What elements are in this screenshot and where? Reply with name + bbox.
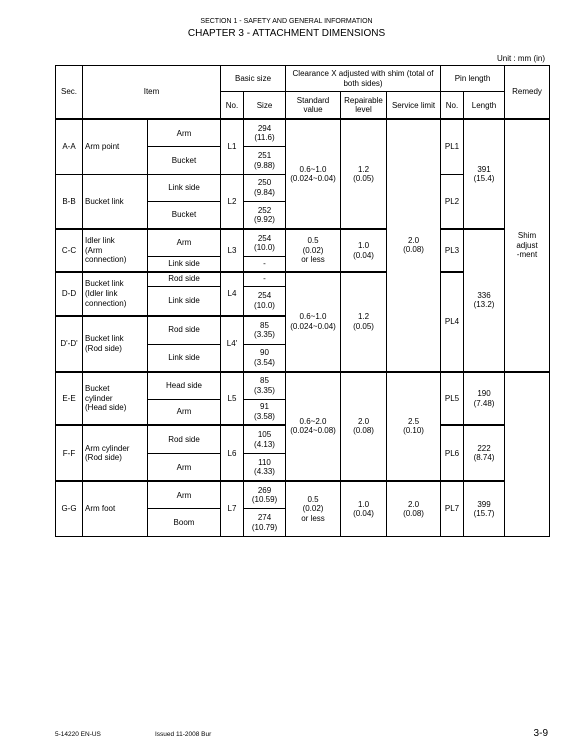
size-cell: 250 (9.84) <box>244 174 286 201</box>
sub-item-cell: Arm <box>148 399 221 425</box>
header-pin-no: No. <box>441 92 464 119</box>
table-row <box>56 372 550 399</box>
no-cell: L1 <box>221 119 244 174</box>
sec-cell: F-F <box>56 425 83 481</box>
sub-item-cell: Arm <box>148 481 221 508</box>
sub-item-cell: Rod side <box>148 272 221 286</box>
repairable-level-cell: 1.0 (0.04) <box>341 481 387 536</box>
header-no: No. <box>221 92 244 119</box>
size-cell: 254 (10.0) <box>244 229 286 256</box>
pin-no-cell: PL5 <box>441 372 464 426</box>
page-number: 3-9 <box>533 728 548 739</box>
size-cell: 269 (10.59) <box>244 481 286 508</box>
no-cell: L3 <box>221 229 244 272</box>
size-cell: 110 (4.33) <box>244 454 286 481</box>
size-cell: 85 (3.35) <box>244 372 286 399</box>
no-cell: L2 <box>221 174 244 229</box>
header-standard-value: Standard value <box>286 92 341 119</box>
sec-cell: D'-D' <box>56 316 83 372</box>
length-cell: 336 (13.2) <box>464 229 505 371</box>
sub-item-cell: Arm <box>148 229 221 256</box>
sub-item-cell: Arm <box>148 454 221 481</box>
size-cell: 254 (10.0) <box>244 286 286 316</box>
sub-item-cell: Head side <box>148 372 221 399</box>
no-cell: L4' <box>221 316 244 372</box>
standard-value-cell: 0.5 (0.02) or less <box>286 481 341 536</box>
remedy-cell: Shim adjust -ment <box>505 119 550 371</box>
sec-cell: A-A <box>56 119 83 174</box>
size-cell: 90 (3.54) <box>244 344 286 371</box>
repairable-level-cell: 1.2 (0.05) <box>341 119 387 229</box>
no-cell: L6 <box>221 425 244 481</box>
doc-id: 5-14220 EN-US <box>55 731 101 738</box>
item-cell: Arm point <box>83 119 148 174</box>
section-title: SECTION 1 - SAFETY AND GENERAL INFORMATION <box>200 18 373 25</box>
table-row <box>56 119 550 146</box>
item-cell: Arm cylinder (Rod side) <box>83 425 148 481</box>
size-cell: 274 (10.79) <box>244 509 286 537</box>
pin-no-cell: PL6 <box>441 425 464 481</box>
repairable-level-cell: 2.0 (0.08) <box>341 372 387 482</box>
header-clearance: Clearance X adjusted with shim (total of both sides) <box>286 66 441 92</box>
sub-item-cell: Boom <box>148 509 221 537</box>
item-cell: Bucket link <box>83 174 148 229</box>
header-pin-length: Pin length <box>441 66 505 92</box>
size-cell: 294 (11.6) <box>244 119 286 146</box>
pin-no-cell: PL3 <box>441 229 464 272</box>
standard-value-cell: 0.6~1.0 (0.024~0.04) <box>286 119 341 229</box>
no-cell: L7 <box>221 481 244 536</box>
remedy-cell-blank <box>505 372 550 537</box>
size-cell: - <box>244 272 286 286</box>
header-repairable-level: Repairable level <box>341 92 387 119</box>
header-item: Item <box>83 66 221 120</box>
sub-item-cell: Rod side <box>148 316 221 344</box>
sub-item-cell: Link side <box>148 286 221 316</box>
repairable-level-cell: 1.0 (0.04) <box>341 229 387 272</box>
header-service-limit: Service limit <box>387 92 441 119</box>
item-cell: Arm foot <box>83 481 148 536</box>
length-cell: 222 (8.74) <box>464 425 505 481</box>
header-basic-size: Basic size <box>221 66 286 92</box>
sub-item-cell: Link side <box>148 344 221 371</box>
standard-value-cell: 0.5 (0.02) or less <box>286 229 341 272</box>
chapter-title: CHAPTER 3 - ATTACHMENT DIMENSIONS <box>187 28 386 39</box>
header-remedy: Remedy <box>505 66 550 120</box>
sec-cell: B-B <box>56 174 83 229</box>
item-cell: Bucket link (Idler link connection) <box>83 272 148 316</box>
standard-value-cell: 0.6~2.0 (0.024~0.08) <box>286 372 341 482</box>
item-cell: Bucket cylinder (Head side) <box>83 372 148 426</box>
size-cell: - <box>244 257 286 272</box>
sub-item-cell: Arm <box>148 119 221 146</box>
table-row <box>56 229 550 256</box>
size-cell: 252 (9.92) <box>244 202 286 229</box>
item-cell: Idler link (Arm connection) <box>83 229 148 272</box>
repairable-level-cell: 1.2 (0.05) <box>341 272 387 372</box>
length-cell: 399 (15.7) <box>464 481 505 536</box>
pin-no-cell: PL7 <box>441 481 464 536</box>
sec-cell: G-G <box>56 481 83 536</box>
header-sec: Sec. <box>56 66 83 120</box>
table-row <box>56 481 550 508</box>
size-cell: 91 (3.58) <box>244 399 286 425</box>
service-limit-cell: 2.0 (0.08) <box>387 481 441 536</box>
no-cell: L4 <box>221 272 244 316</box>
sub-item-cell: Bucket <box>148 147 221 174</box>
pin-no-cell: PL2 <box>441 174 464 229</box>
header-length: Length <box>464 92 505 119</box>
header-size: Size <box>244 92 286 119</box>
standard-value-cell: 0.6~1.0 (0.024~0.04) <box>286 272 341 372</box>
size-cell: 251 (9.88) <box>244 147 286 174</box>
sec-cell: D-D <box>56 272 83 316</box>
unit-label: Unit : mm (in) <box>497 54 545 63</box>
pin-no-cell: PL4 <box>441 272 464 372</box>
sec-cell: E-E <box>56 372 83 426</box>
length-cell: 391 (15.4) <box>464 119 505 229</box>
item-cell: Bucket link (Rod side) <box>83 316 148 372</box>
no-cell: L5 <box>221 372 244 426</box>
service-limit-cell: 2.0 (0.08) <box>387 119 441 371</box>
size-cell: 85 (3.35) <box>244 316 286 344</box>
service-limit-cell: 2.5 (0.10) <box>387 372 441 482</box>
sec-cell: C-C <box>56 229 83 272</box>
length-cell: 190 (7.48) <box>464 372 505 426</box>
issued-date: Issued 11-2008 Bur <box>155 731 212 738</box>
sub-item-cell: Link side <box>148 257 221 272</box>
sub-item-cell: Rod side <box>148 425 221 453</box>
pin-no-cell: PL1 <box>441 119 464 174</box>
size-cell: 105 (4.13) <box>244 425 286 453</box>
sub-item-cell: Bucket <box>148 202 221 229</box>
attachment-dimensions-table <box>55 65 550 537</box>
sub-item-cell: Link side <box>148 174 221 201</box>
